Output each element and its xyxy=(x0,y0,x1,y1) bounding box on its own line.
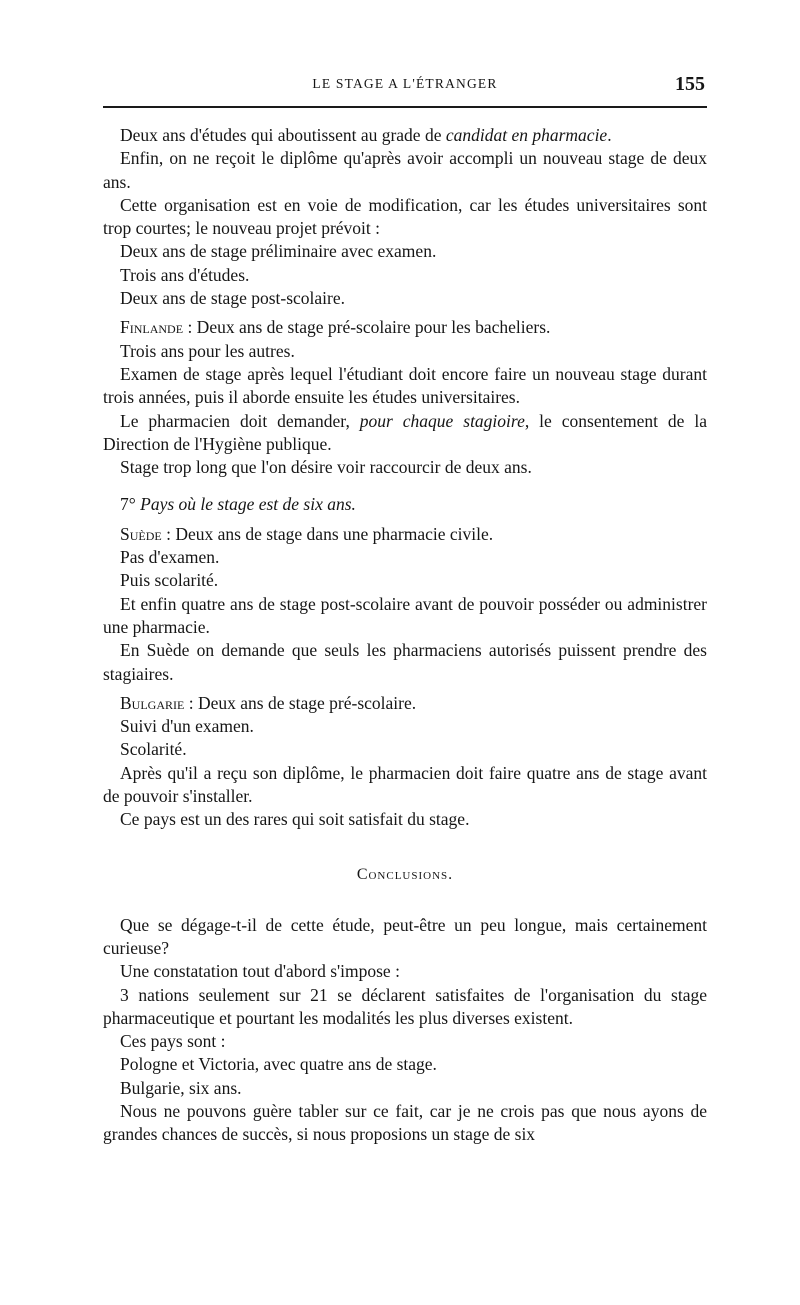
paragraph: Cette organisation est en voie de modification, car les études universitaires sont trop courtes; le nouveau projet prévoit : xyxy=(103,194,707,239)
paragraph: En Suède on demande que seuls les pharmaciens autorisés puissent prendre des stagiaires. xyxy=(103,640,707,684)
page-header xyxy=(103,73,707,100)
paragraph: Suivi d'un examen. xyxy=(120,716,254,737)
paragraph: Que se dégage-t-il de cette étude, peut-être un peu longue, mais certainement curieuse? xyxy=(103,914,707,958)
body-text xyxy=(103,124,707,1147)
paragraph: 3 nations seulement sur 21 se déclarent satisfaites de l'organisation du stage pharmaceutique et pourtant les modalités les plus diverses existent. xyxy=(103,984,707,1028)
paragraph: Enfin, on ne reçoit le diplôme qu'après avoir accompli un nouveau stage de deux ans. xyxy=(103,148,707,192)
section-heading: Conclusions. xyxy=(356,865,454,883)
paragraph: Deux ans de stage post-scolaire. xyxy=(120,288,345,309)
header-rule xyxy=(103,106,707,108)
paragraph-suede: Suède : Deux ans de stage dans une pharmacie civile. xyxy=(120,523,494,544)
page-number: 155 xyxy=(675,73,705,95)
paragraph: Scolarité. xyxy=(120,739,187,760)
paragraph: Deux ans d'études qui aboutissent au grade de candidat en pharmacie. xyxy=(120,125,612,145)
paragraph: Après qu'il a reçu son diplôme, le pharmacien doit faire quatre ans de stage avant de pouvoir s'installer. xyxy=(103,762,707,807)
paragraph: Ces pays sont : xyxy=(120,1031,226,1052)
paragraph-finlande: Finlande : Deux ans de stage pré-scolaire pour les bacheliers. xyxy=(120,317,551,338)
running-title: LE STAGE A L'ÉTRANGER xyxy=(312,76,498,91)
paragraph: Stage trop long que l'on désire voir raccourcir de deux ans. xyxy=(120,457,532,478)
paragraph: Le pharmacien doit demander, pour chaque stagioire, le consentement de la Direction de l'Hygiène publique. xyxy=(103,410,708,454)
paragraph: Examen de stage après lequel l'étudiant doit encore faire un nouveau stage durant trois années, puis il aborde ensuite les études universitaires. xyxy=(103,363,707,408)
subsection-heading: 7° Pays où le stage est de six ans. xyxy=(120,494,356,515)
paragraph: Pas d'examen. xyxy=(120,547,220,568)
country-name: Finlande xyxy=(120,317,184,338)
paragraph: Nous ne pouvons guère tabler sur ce fait, car je ne crois pas que nous ayons de grandes chances de succès, si nous proposions un stage de six xyxy=(103,1100,707,1145)
paragraph: Une constatation tout d'abord s'impose : xyxy=(120,961,400,982)
paragraph: Puis scolarité. xyxy=(120,570,219,591)
paragraph: Et enfin quatre ans de stage post-scolaire avant de pouvoir posséder ou administrer une pharmacie. xyxy=(103,593,707,637)
country-name: Bulgarie xyxy=(120,692,185,713)
paragraph: Deux ans de stage préliminaire avec examen. xyxy=(120,241,437,262)
paragraph: Ce pays est un des rares qui soit satisfait du stage. xyxy=(120,809,470,830)
paragraph-bulgarie: Bulgarie : Deux ans de stage pré-scolaire. xyxy=(120,692,417,713)
paragraph: Bulgarie, six ans. xyxy=(120,1077,242,1098)
country-name: Suède xyxy=(120,523,162,544)
paragraph: Trois ans d'études. xyxy=(120,264,250,285)
paragraph: Trois ans pour les autres. xyxy=(120,340,295,361)
paragraph: Pologne et Victoria, avec quatre ans de stage. xyxy=(120,1054,437,1075)
